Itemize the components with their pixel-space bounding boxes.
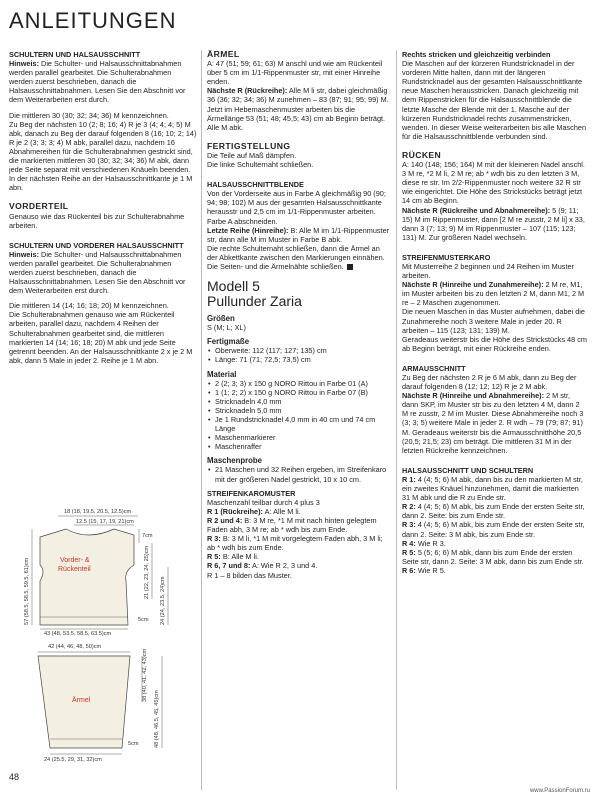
piece-label: Ärmel <box>72 697 91 704</box>
list-item: • Maschenraffer <box>207 442 392 451</box>
sleeve-schematic <box>18 642 198 770</box>
dim-hem: 5cm <box>138 617 149 623</box>
paragraph: Nächste R (Rückreihe und Abnahmereihe): 5 (9; 11; 15) M im Rippenmuster, dann [2 M re zusstr, 2 M li] x 33, dann 3 (7; 13; 9) M im Rippenmuster – 107 (115; 123; 131) M. Zur größeren Nadel wechseln. <box>402 205 585 242</box>
dim-sleeve-right-total: 48 (48, 46.5, 45, 45)cm <box>154 690 160 748</box>
watermark-logo: www.PassionForum.ru <box>529 788 590 794</box>
paragraph: Die mittleren 14 (14; 16; 18; 20) M kennzeichnen. <box>9 301 169 311</box>
paragraph: A: 140 (148; 156; 164) M mit der kleineren Nadel anschl. 3 M re, *2 M li, 2 M re; ab * wdh bis zu den letzten 3 M, diese re str. Im 2/2-Rippenmuster noch weitere 32 R str wie eingerichtet. Die Höhe des Strickstücks beträgt jetzt 14 cm ab Beginn. <box>402 160 585 206</box>
list-item: • Länge: 71 (71; 72,5; 73,5) cm <box>207 355 392 364</box>
dim-right-upper: 21 (22, 23, 24, 25)cm <box>144 545 150 599</box>
section-title: HALSAUSSCHNITT UND SCHULTERN <box>402 465 534 475</box>
gauge-list <box>207 465 392 483</box>
section-title: ARMAUSSCHNITT <box>402 363 466 373</box>
paragraph: Geradeaus weiterstr bis die Höhe des Strickstücks 48 cm ab Beginn beträgt, mit einer Rückreihe enden. <box>402 334 587 353</box>
paragraph: R 2: 4 (4; 5; 6) M abk, bis zum Ende der ersten Seite str, dann 2. Seite: bis zum Ende str. <box>402 502 585 521</box>
paragraph: Die Schulterabnahmen genauso wie am Rückenteil arbeiten, parallel dazu, nachdem 4 Reihen der Schulterabnahmen gearbeitet sind, die mittleren markierten 14 (14; 16; 18; 20) M abk und jede Seite getrennt beenden. An der Halsausschnittkante 2 x je 2 M abk, dann 5 Male in jeder 2. Reihe je 1 M abn. <box>9 310 193 365</box>
paragraph: Die Teile auf Maß dämpfen. <box>207 150 297 160</box>
page-title: ANLEITUNGEN <box>9 8 177 33</box>
column-3 <box>402 50 587 575</box>
section-title: STREIFENMUSTERKARO <box>402 252 491 262</box>
paragraph: R 2 und 4: B: 3 M re, *1 M mit nach hinten gelegtem Faden abh, 3 M re; ab * wdh bis zum Ende. <box>207 515 377 535</box>
section-title: VORDERTEIL <box>9 201 69 212</box>
paragraph: R 6, 7 und 8: A: Wie R 2, 3 und 4. <box>207 561 318 571</box>
section-title: SCHULTERN UND VORDERER HALSAUSSCHNITT <box>9 240 184 250</box>
list-item: • Je 1 Rundstricknadel 4,0 mm in 40 cm und 74 cm Länge <box>207 415 392 433</box>
paragraph: R 5: B: Alle M li. <box>207 552 259 562</box>
paragraph: R 3: B: 3 M li, *1 M mit vorgelegtem Faden abh, 3 M li; ab * wdh bis zum Ende. <box>207 534 383 553</box>
paragraph: R 6: Wie R 5. <box>402 565 446 575</box>
section-title: Größen <box>207 314 235 324</box>
section-title: Rechts stricken und gleichzeitig verbinden <box>402 50 551 59</box>
section-title: Maschenprobe <box>207 456 263 466</box>
section-title: FERTIGSTELLUNG <box>207 140 291 151</box>
section-title: STREIFENKAROMUSTER <box>207 488 296 498</box>
dim-sleeve-bottom: 24 (25.5, 29, 31, 32)cm <box>44 757 102 763</box>
list-item: • 21 Maschen und 32 Reihen ergeben, im Streifenkaro mit der größeren Nadel gestrickt, 10 x 10 cm. <box>207 465 392 483</box>
end-square-icon <box>347 264 353 270</box>
material-list <box>207 379 392 452</box>
dim-sleeve-hem: 5cm <box>128 741 139 747</box>
paragraph: Hinweis: Die Schulter- und Halsausschnittabnahmen werden parallel gearbeitet. Die Schulterabnahmen werden zuerst beschrieben, danach die Halsausschnittabnahmen. Lesen Sie den Abschnitt vor dem Weiterarbeiten erst durch. <box>9 59 186 105</box>
section-title: Fertigmaße <box>207 337 250 347</box>
section-title: ÄRMEL <box>207 49 240 59</box>
paragraph: Die Maschen auf der kürzeren Rundstricknadel in der vorderen Mitte halten, dann mit der längeren Rundstricknadel aus der gesamten Halsausschnittkante neue Maschen herausstricken. Danach gleichzeitig mit dem Rippenstricken für die Halsausschnittblende die letzte Masche der Blende mit der 1. Masche auf der kürzeren Rundstricknadel rechts zusammenstricken, wenden. In dieser Weise weiterarbeiten bis alle Maschen für die Halsausschnittblende verbunden sind. <box>402 59 587 141</box>
paragraph: Letzte Reihe (Hinreihe): B: Alle M im 1/1-Rippenmuster str, dann alle M im Muster in Farbe B abk. <box>207 225 390 244</box>
paragraph: R 1 (Rückreihe): A: Alle M li. <box>207 506 301 516</box>
list-item: • Oberweite: 112 (117; 127; 135) cm <box>207 346 392 355</box>
list-item: • 2 (2; 3; 3) x 150 g NORO Rittou in Farbe 01 (A) <box>207 379 392 388</box>
piece-label: Rückenteil <box>58 566 91 573</box>
paragraph: Die rechte Schulternaht schließen, dann die Ärmel an der Abkettkante zwischen den Markierungen einnähen. Die Seiten- und die Ärmelnähte schließen. <box>207 243 385 271</box>
paragraph: Die mittleren 30 (30; 32; 34; 36) M kennzeichnen. <box>9 110 169 120</box>
paragraph: Zu Beg der nächsten 10 (2; 8; 16; 4) R je 3 (4; 4; 4; 5) M abk, danach zu Beg der darauf folgenden 8 (16; 10; 2; 14) R je 2 (3; 3; 3; 4) M abk, parallel dazu, nachdem 16 Abnahmereihen für die Schulterabnahmen gestrickt sind, die markierten mittleren 30 (30; 32; 34; 36) M abk, dann jede Seite separat mit verschiedenen Knäueln beenden. In der nächsten Reihe an der Halsausschnittkante je 1 M abn. <box>9 119 197 193</box>
front-back-schematic <box>18 507 198 642</box>
paragraph: Von der Vorderseite aus in Farbe A gleichmäßig 90 (90; 94; 98; 102) M aus der gesamten Halsausschnittkante herausstr und 2,5 cm im 1/1-Rippenmuster arbeiten. Farbe A abschneiden. <box>207 189 386 226</box>
dim-top-inner: 12.5 (15, 17, 19, 21)cm <box>76 519 134 525</box>
dim-neck: 7cm <box>142 533 153 539</box>
paragraph: R 5: 5 (5; 6; 6) M abk, dann bis zum Ende der ersten Seite str, dann 2. Seite: 3 M abk, dann bis zum Ende str. <box>402 547 584 566</box>
section-title: HALSAUSSCHNITTBLENDE <box>207 180 304 190</box>
paragraph: A: 47 (51; 59; 61; 63) M anschl und wie am Rückenteil über 5 cm im 1/1-Rippenmuster str, mit einer Hinreihe enden. <box>207 59 383 87</box>
page-number: 48 <box>9 772 20 782</box>
dim-sleeve-right-upper: 38 (40, 41, 42, 43)cm <box>142 648 148 702</box>
column-2 <box>207 50 392 580</box>
dim-top-outer: 18 (18, 19.5, 20.5, 12.5)cm <box>64 509 132 515</box>
paragraph: Nächste R (Hinreihe und Zunahmereihe): 2 M re, M1, im Muster arbeiten bis zu den letzten 2 M, dann M1, 2 M re – 2 Maschen zugenommen. <box>402 280 585 308</box>
list-item: • Maschenmarkierer <box>207 433 392 442</box>
paragraph: Nächste R (Rückreihe): Alle M li str, dabei gleichmäßig 36 (36; 32; 34; 36) M zunehmen – 83 (87; 91; 95; 99) M. Jetzt im Hebemaschenmuster arbeiten bis die Ärmellänge 53 (51; 48; 45,5; 43) cm ab Beginn beträgt. Alle M abk. <box>207 86 389 132</box>
model-title: Modell 5 <box>207 278 260 295</box>
piece-label: Vorder- & <box>60 557 90 564</box>
paragraph: Genauso wie das Rückenteil bis zur Schulterabnahme arbeiten. <box>9 211 185 230</box>
paragraph: R 4: Wie R 3. <box>402 538 446 548</box>
paragraph: R 1: 4 (4; 5; 6) M abk, dann bis zu den markierten M str, ein zweites Knäuel hinzunehmen, damit die markierten 31 M abk und die R zu Ende str. <box>402 474 583 503</box>
column-divider <box>396 50 397 790</box>
paragraph: Die linke Schulternaht schließen. <box>207 160 314 170</box>
paragraph: S (M; L; XL) <box>207 323 246 333</box>
model-subtitle: Pullunder Zaria <box>207 293 302 310</box>
paragraph: R 3: 4 (4; 5; 6) M abk, bis zum Ende der ersten Seite str, dann 2. Seite: 3 M abk, bis zum Ende str. <box>402 520 585 539</box>
column-divider <box>201 50 202 790</box>
paragraph: Mit Musterreihe 2 beginnen und 24 Reihen im Muster arbeiten. <box>402 261 574 281</box>
section-title: RÜCKEN <box>402 149 442 160</box>
paragraph: R 1 – 8 bilden das Muster. <box>207 570 292 580</box>
list-item: • Stricknadeln 4,0 mm <box>207 397 392 406</box>
section-title: SCHULTERN UND HALSAUSSCHNITT <box>9 50 141 59</box>
dim-sleeve-top: 42 (44, 46, 48, 50)cm <box>48 644 102 650</box>
dim-left-height: 57 (58.5, 58.5, 59.5, 61)cm <box>24 557 30 625</box>
section-title: Material <box>207 369 237 379</box>
paragraph: Hinweis: Die Schulter- und Halsausschnittabnahmen werden parallel gearbeitet. Die Schulterabnahmen werden zuerst beschrieben, danach die Halsausschnittabnahmen. Lesen Sie den Abschnitt vor dem Weiterarbeiten erst durch. <box>9 249 186 296</box>
dim-bottom: 43 (48, 53.5, 58.5, 63.5)cm <box>44 631 112 637</box>
paragraph: Maschenzahl teilbar durch 4 plus 3 <box>207 497 320 507</box>
paragraph: Die neuen Maschen in das Muster aufnehmen, dabei die Zunahmereihe noch 3 weitere Male in jeder 20. R arbeiten – 115 (123; 131; 139) M. <box>402 307 585 335</box>
measure-list <box>207 346 392 364</box>
list-item: • Stricknadeln 5,0 mm <box>207 406 392 415</box>
column-1 <box>9 50 197 365</box>
list-item: • 1 (1; 2; 2) x 150 g NORO Rittou in Farbe 07 (B) <box>207 388 392 397</box>
paragraph: Nächste R (Hinreihe und Abnahmereihe): 2 M str, dann SKP, im Muster str bis zu den letzten 4 M, dann 2 M re zusstr, 2 M im Muster. Diese Abnahmereihe noch 3 (3; 3; 5) weitere Male in jeder 2. R wdh – 79 (79; 87; 91) M. Geradeaus weiterstr bis die Armausschnitthöhe 20,5 (20,5; 21,5; 23) cm beträgt. Die mittleren 31 M in der letzten Rückreihe kennzeichnen. <box>402 391 584 455</box>
paragraph: Zu Beg der nächsten 2 R je 6 M abk, dann zu Beg der darauf folgenden 8 (12; 12; 12) R je 2 M abk. <box>402 373 577 392</box>
dim-right-total: 24 (24, 23.5, 24)cm <box>160 576 166 625</box>
